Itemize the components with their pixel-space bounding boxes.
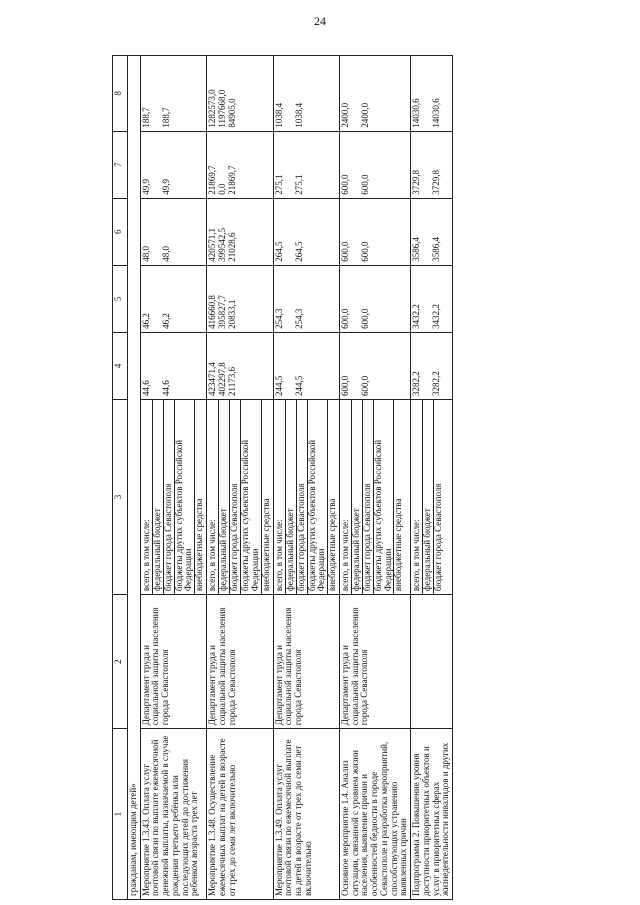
amount-value bbox=[371, 202, 381, 262]
header-row bbox=[113, 56, 128, 900]
amount-value: 254,3 bbox=[293, 308, 304, 329]
amount-value: 264,5 bbox=[273, 241, 284, 262]
col-header-1: 1 bbox=[113, 729, 128, 900]
amount-value bbox=[315, 59, 325, 128]
sources-cell bbox=[140, 399, 206, 594]
amount-value bbox=[315, 135, 325, 195]
col-header-7: 7 bbox=[113, 131, 128, 198]
value-cell-v7 bbox=[273, 131, 339, 198]
amount-value bbox=[172, 202, 182, 262]
activity-cell: Мероприятие 1.3.43. Оплата услуг почтовой связи по выплате ежемесячной денежной выплаты, назначаемой в случае рождения третьего ребёнка или последующих детей до достижения ребенком возраста трех лет bbox=[140, 729, 206, 900]
activity-cell: Мероприятие 1.3.48. Осуществление ежемесячных выплат на детей в возрасте от трех до семи лет включительно bbox=[207, 729, 273, 900]
page-number: 24 bbox=[314, 14, 326, 28]
amount-value bbox=[238, 269, 248, 329]
executor-cell bbox=[411, 595, 453, 729]
value-cell-v5 bbox=[273, 265, 339, 332]
funding-source: бюджет города Севастополя bbox=[163, 400, 174, 594]
executor-cell: Департамент труда и социальной защиты населения города Севастополя bbox=[273, 595, 339, 729]
amount-value bbox=[305, 135, 315, 195]
value-cell-v5 bbox=[411, 265, 453, 332]
amount-value bbox=[182, 269, 192, 329]
value-cell-v5 bbox=[207, 265, 273, 332]
activity-cell: Подпрограмма 2. Повышение уровня доступности приоритетных объектов и услуг в приоритетных сферах жизнедеятельности инвалидов и других bbox=[411, 729, 453, 900]
amount-value: 244,5 bbox=[273, 375, 284, 396]
value-cell-v7 bbox=[411, 131, 453, 198]
amount-value: 3432,2 bbox=[411, 304, 422, 329]
amount-value: 402297,8 bbox=[217, 362, 228, 396]
amount-value: 275,1 bbox=[293, 174, 304, 195]
budget-table bbox=[112, 55, 453, 900]
activity-cell: Основное мероприятие 1.4. Анализ ситуации, связанной с уровнем жизни населения, выявление причин и особенностей бедности в городе Севастополе и разработка мероприятий, способствующих устранению выявленных причин bbox=[340, 729, 411, 900]
amount-value bbox=[172, 135, 182, 195]
amount-value bbox=[182, 135, 192, 195]
funding-source: внебюджетные средства bbox=[194, 400, 205, 594]
value-cell-v6 bbox=[140, 198, 206, 265]
amount-value bbox=[248, 202, 258, 262]
amount-value: 1038,4 bbox=[273, 102, 284, 128]
amount-value bbox=[172, 59, 182, 128]
funding-source: бюджеты других субъектов Российской Федерации bbox=[240, 400, 260, 594]
amount-value: 600,0 bbox=[360, 308, 371, 329]
sources-cell bbox=[411, 399, 453, 594]
intro-text: гражданам, имеющим детей» bbox=[128, 56, 141, 900]
amount-value bbox=[305, 59, 315, 128]
funding-source: всего, в том числе: bbox=[140, 519, 151, 592]
amount-value: 600,0 bbox=[360, 241, 371, 262]
amount-value bbox=[381, 202, 391, 262]
amount-value: 188,7 bbox=[140, 107, 151, 128]
funding-source: всего, в том числе: bbox=[411, 519, 422, 592]
amount-value bbox=[182, 336, 192, 396]
value-cell-v4 bbox=[273, 332, 339, 399]
value-cell-v4 bbox=[411, 332, 453, 399]
amount-value: 21869,7 bbox=[227, 165, 238, 195]
funding-source: бюджеты других субъектов Российской Федерации bbox=[174, 400, 194, 594]
amount-value: 395827,7 bbox=[217, 295, 228, 329]
col-header-8: 8 bbox=[113, 56, 128, 132]
amount-value: 3729,8 bbox=[411, 169, 422, 195]
amount-value: 600,0 bbox=[360, 174, 371, 195]
col-header-5: 5 bbox=[113, 265, 128, 332]
table-row bbox=[140, 56, 206, 900]
amount-value: 44,6 bbox=[140, 380, 151, 396]
value-cell-v6 bbox=[207, 198, 273, 265]
amount-value bbox=[182, 202, 192, 262]
amount-value: 1282573,0 bbox=[207, 89, 218, 128]
amount-value: 3586,4 bbox=[431, 237, 442, 262]
amount-value bbox=[305, 336, 315, 396]
sources-cell bbox=[340, 399, 411, 594]
col-header-3: 3 bbox=[113, 399, 128, 594]
amount-value: 254,3 bbox=[273, 308, 284, 329]
value-cell-v7 bbox=[207, 131, 273, 198]
value-cell-v7 bbox=[140, 131, 206, 198]
amount-value bbox=[371, 269, 381, 329]
amount-value: 3432,2 bbox=[431, 304, 442, 329]
funding-source: бюджет города Севастополя bbox=[229, 400, 240, 594]
funding-source: федеральный бюджет bbox=[152, 400, 163, 594]
col-header-6: 6 bbox=[113, 198, 128, 265]
amount-value bbox=[315, 336, 325, 396]
amount-value bbox=[182, 59, 192, 128]
amount-value: 14030,6 bbox=[431, 98, 442, 128]
funding-source: внебюджетные средства bbox=[261, 400, 272, 594]
amount-value bbox=[248, 59, 258, 128]
amount-value: 84905,0 bbox=[227, 98, 238, 128]
value-cell-v8 bbox=[140, 56, 206, 132]
executor-cell: Департамент труда и социальной защиты населения города Севастополя bbox=[207, 595, 273, 729]
value-cell-v6 bbox=[411, 198, 453, 265]
value-cell-v8 bbox=[340, 56, 411, 132]
amount-value: 600,0 bbox=[360, 375, 371, 396]
amount-value: 14030,6 bbox=[411, 98, 422, 128]
amount-value: 3586,4 bbox=[411, 237, 422, 262]
amount-value: 1038,4 bbox=[293, 102, 304, 128]
amount-value: 3282,2 bbox=[431, 371, 442, 396]
funding-source: федеральный бюджет bbox=[285, 400, 296, 594]
amount-value: 48,0 bbox=[140, 246, 151, 262]
amount-value: 275,1 bbox=[273, 174, 284, 195]
amount-value bbox=[238, 202, 248, 262]
value-cell-v4 bbox=[340, 332, 411, 399]
funding-source: бюджет города Севастополя bbox=[362, 400, 373, 594]
funding-source: федеральный бюджет bbox=[422, 400, 433, 594]
amount-value: 399542,5 bbox=[217, 228, 228, 262]
amount-value: 264,5 bbox=[293, 241, 304, 262]
amount-value bbox=[371, 336, 381, 396]
funding-source: всего, в том числе: bbox=[340, 519, 351, 592]
value-cell-v7 bbox=[340, 131, 411, 198]
amount-value bbox=[305, 269, 315, 329]
amount-value bbox=[381, 336, 391, 396]
amount-value: 46,2 bbox=[160, 313, 171, 329]
amount-value: 188,7 bbox=[160, 107, 171, 128]
amount-value: 423471,4 bbox=[207, 362, 218, 396]
amount-value bbox=[248, 135, 258, 195]
amount-value: 48,0 bbox=[160, 246, 171, 262]
rotated-table-container bbox=[112, 55, 522, 900]
amount-value bbox=[381, 135, 391, 195]
amount-value: 416660,8 bbox=[207, 295, 218, 329]
funding-source: всего, в том числе: bbox=[273, 519, 284, 592]
col-header-4: 4 bbox=[113, 332, 128, 399]
amount-value: 600,0 bbox=[340, 375, 351, 396]
funding-source: бюджеты других субъектов Российской Федерации bbox=[307, 400, 327, 594]
funding-source: федеральный бюджет bbox=[351, 400, 362, 594]
table-row bbox=[273, 56, 339, 900]
amount-value bbox=[381, 59, 391, 128]
sources-cell bbox=[207, 399, 273, 594]
amount-value: 2400,0 bbox=[360, 102, 371, 128]
funding-source: внебюджетные средства bbox=[327, 400, 338, 594]
value-cell-v6 bbox=[340, 198, 411, 265]
amount-value: 21173,6 bbox=[227, 367, 238, 396]
amount-value: 420571,1 bbox=[207, 228, 218, 262]
col-header-2: 2 bbox=[113, 595, 128, 729]
amount-value bbox=[238, 59, 248, 128]
amount-value: 21869,7 bbox=[207, 165, 218, 195]
amount-value: 600,0 bbox=[340, 308, 351, 329]
value-cell-v4 bbox=[140, 332, 206, 399]
value-cell-v6 bbox=[273, 198, 339, 265]
value-cell-v4 bbox=[207, 332, 273, 399]
intro-row bbox=[128, 56, 141, 900]
table-row bbox=[207, 56, 273, 900]
amount-value bbox=[172, 336, 182, 396]
amount-value bbox=[315, 202, 325, 262]
amount-value: 44,6 bbox=[160, 380, 171, 396]
amount-value: 49,9 bbox=[140, 178, 151, 195]
amount-value bbox=[315, 269, 325, 329]
amount-value: 49,9 bbox=[160, 178, 171, 195]
amount-value: 600,0 bbox=[340, 241, 351, 262]
value-cell-v8 bbox=[207, 56, 273, 132]
executor-cell: Департамент труда и социальной защиты населения города Севастополя bbox=[140, 595, 206, 729]
amount-value bbox=[371, 59, 381, 128]
funding-source: бюджет города Севастополя bbox=[433, 400, 444, 594]
table-row bbox=[340, 56, 411, 900]
funding-source: всего, в том числе: bbox=[207, 519, 218, 592]
amount-value bbox=[172, 269, 182, 329]
value-cell-v8 bbox=[273, 56, 339, 132]
amount-value bbox=[238, 135, 248, 195]
funding-source: внебюджетные средства bbox=[393, 400, 404, 594]
amount-value bbox=[371, 135, 381, 195]
amount-value bbox=[248, 336, 258, 396]
activity-cell: Мероприятие 1.3.49. Оплата услуг почтовой связи по ежемесячной выплате на детей в возрасте от трех до семи лет включительно bbox=[273, 729, 339, 900]
amount-value: 20833,1 bbox=[227, 299, 238, 329]
funding-source: бюджет города Севастополя bbox=[296, 400, 307, 594]
amount-value: 244,5 bbox=[293, 375, 304, 396]
value-cell-v5 bbox=[340, 265, 411, 332]
funding-source: бюджеты других субъектов Российской Федерации bbox=[373, 400, 393, 594]
sources-cell bbox=[273, 399, 339, 594]
amount-value: 0,0 bbox=[217, 183, 228, 195]
amount-value: 2400,0 bbox=[340, 102, 351, 128]
funding-source: федеральный бюджет bbox=[218, 400, 229, 594]
amount-value bbox=[381, 269, 391, 329]
amount-value bbox=[248, 269, 258, 329]
value-cell-v5 bbox=[140, 265, 206, 332]
amount-value bbox=[238, 336, 248, 396]
amount-value: 21028,6 bbox=[227, 232, 238, 262]
amount-value: 3282,2 bbox=[411, 371, 422, 396]
executor-cell: Департамент труда и социальной защиты населения города Севастополя bbox=[340, 595, 411, 729]
amount-value: 46,2 bbox=[140, 313, 151, 329]
table-row bbox=[411, 56, 453, 900]
amount-value: 3729,8 bbox=[431, 169, 442, 195]
amount-value: 600,0 bbox=[340, 174, 351, 195]
value-cell-v8 bbox=[411, 56, 453, 132]
amount-value bbox=[305, 202, 315, 262]
amount-value: 1197668,0 bbox=[217, 89, 228, 128]
